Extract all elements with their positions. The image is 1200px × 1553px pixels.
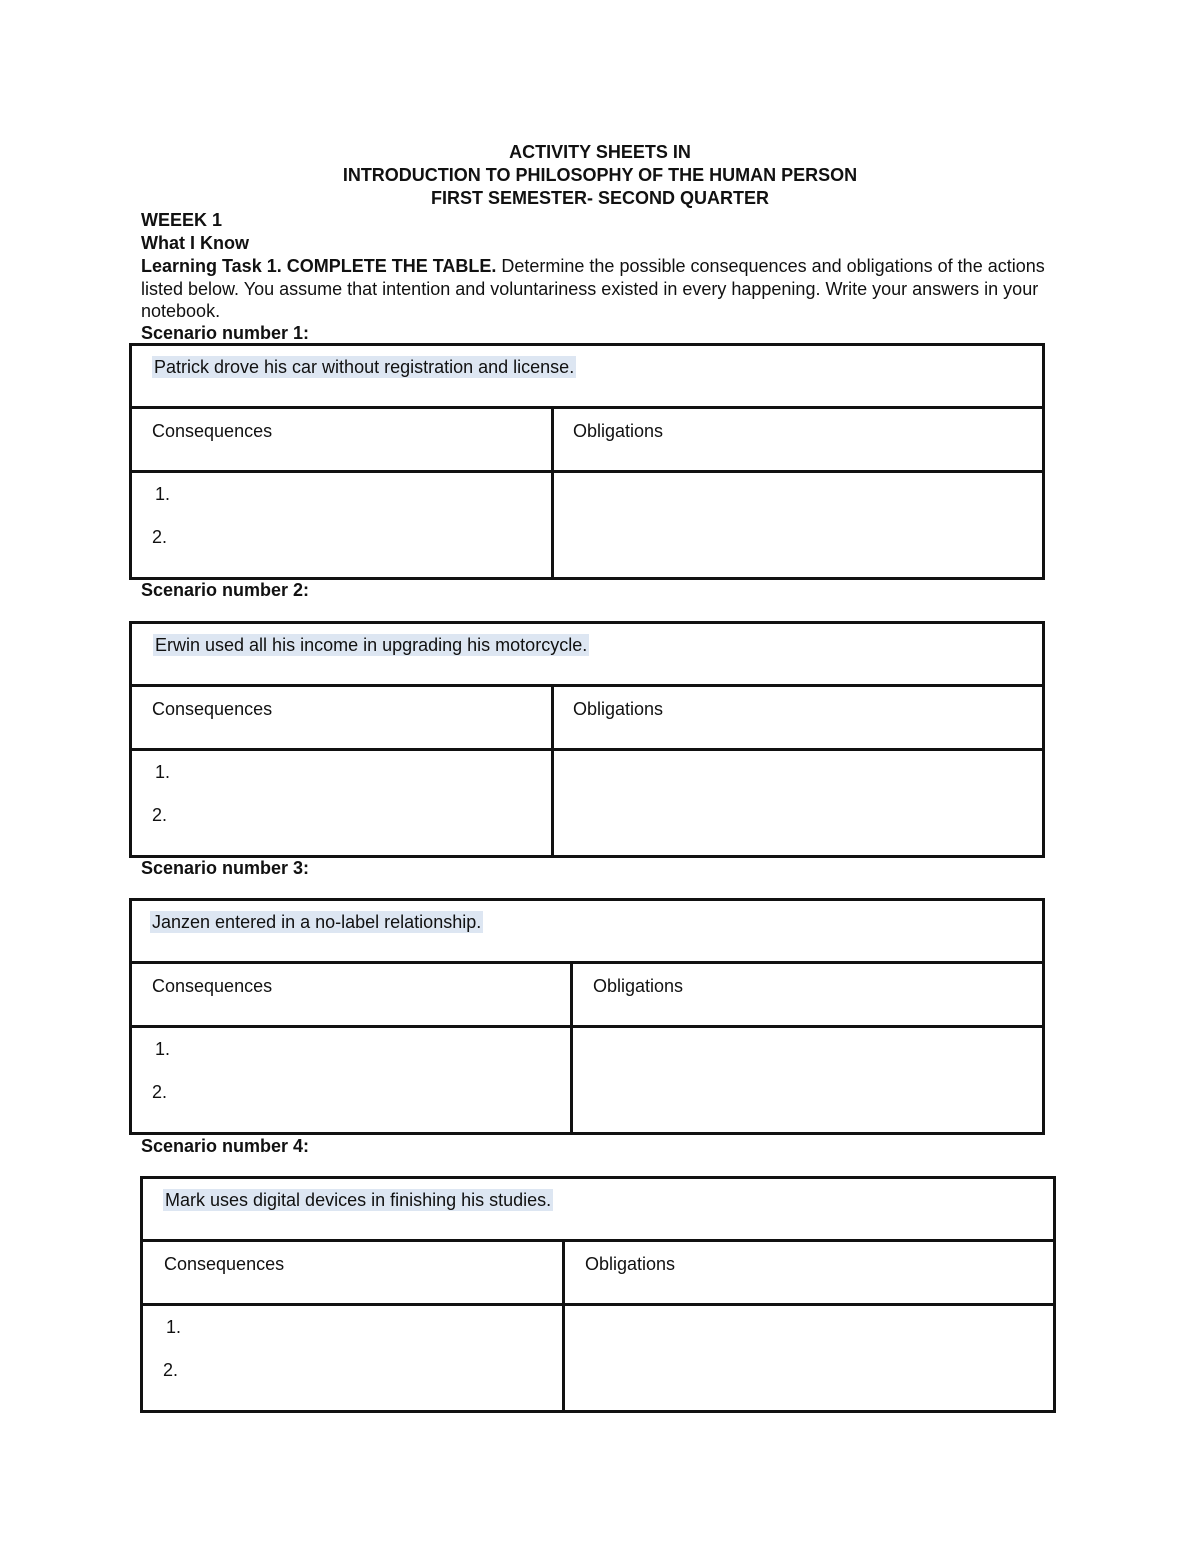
header-row	[143, 1242, 1053, 1306]
item-2-number: 2.	[152, 805, 168, 825]
statement-row	[143, 1179, 1053, 1242]
scenario-2-statement: Erwin used all his income in upgrading his motorcycle.	[155, 635, 588, 655]
answer-row	[132, 473, 1042, 577]
scenario-4-statement: Mark uses digital devices in finishing his studies.	[165, 1190, 552, 1210]
semester-title: FIRST SEMESTER- SECOND QUARTER	[430, 188, 770, 208]
item-2-number: 2.	[152, 1082, 168, 1102]
scenario-4-table	[140, 1176, 1056, 1413]
task-text: Determine the possible consequences and obligations of the actions listed below. You assume that intention and voluntariness existed in every happening. Write your answers in your notebook.	[141, 256, 1045, 321]
answer-row	[143, 1306, 1053, 1410]
obligations-header: Obligations	[573, 421, 664, 441]
consequences-header: Consequences	[152, 421, 273, 441]
obligations-header: Obligations	[585, 1254, 676, 1274]
obligations-header: Obligations	[593, 976, 684, 996]
scenario-3-label: Scenario number 3:	[141, 858, 310, 878]
column-divider	[570, 964, 573, 1132]
item-1-number: 1.	[155, 484, 171, 504]
item-2-number: 2.	[152, 527, 168, 547]
statement-row	[132, 624, 1042, 687]
column-divider	[562, 1242, 565, 1410]
statement-row	[132, 346, 1042, 409]
scenario-1-label: Scenario number 1:	[141, 323, 310, 343]
item-1-number: 1.	[155, 1039, 171, 1059]
consequences-header: Consequences	[152, 976, 273, 996]
scenario-3-table	[129, 898, 1045, 1135]
section-label: What I Know	[141, 233, 249, 253]
item-2-number: 2.	[163, 1360, 179, 1380]
subject-title: INTRODUCTION TO PHILOSOPHY OF THE HUMAN PERSON	[342, 165, 858, 185]
header-row	[132, 687, 1042, 751]
item-1-number: 1.	[155, 762, 171, 782]
consequences-header: Consequences	[164, 1254, 285, 1274]
column-divider	[551, 687, 554, 855]
scenario-3-statement: Janzen entered in a no-label relationship.	[152, 912, 482, 932]
task-instructions	[141, 255, 1046, 323]
scenario-2-table	[129, 621, 1045, 858]
task-label: Learning Task 1. COMPLETE THE TABLE.	[141, 256, 497, 276]
sheet-title: ACTIVITY SHEETS IN	[509, 142, 691, 162]
consequences-header: Consequences	[152, 699, 273, 719]
answer-row	[132, 751, 1042, 855]
scenario-1-statement: Patrick drove his car without registration and license.	[154, 357, 575, 377]
item-1-number: 1.	[166, 1317, 182, 1337]
header-row	[132, 409, 1042, 473]
scenario-4-label: Scenario number 4:	[141, 1136, 310, 1156]
obligations-header: Obligations	[573, 699, 664, 719]
scenario-2-label: Scenario number 2:	[141, 580, 310, 600]
statement-row	[132, 901, 1042, 964]
scenario-1-table	[129, 343, 1045, 580]
week-label: WEEEK 1	[141, 210, 223, 230]
answer-row	[132, 1028, 1042, 1132]
header-row	[132, 964, 1042, 1028]
column-divider	[551, 409, 554, 577]
